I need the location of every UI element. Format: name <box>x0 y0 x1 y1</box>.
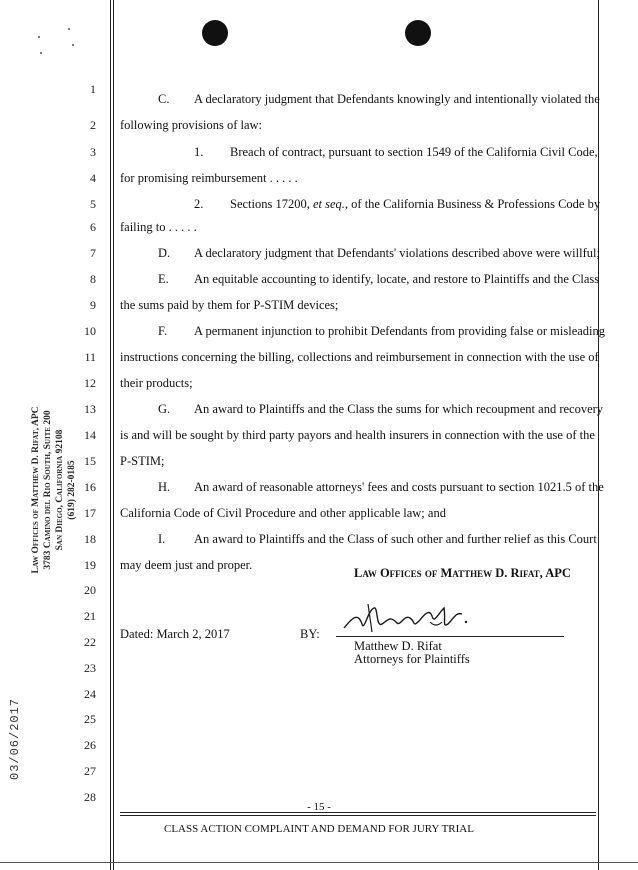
dated-label: Dated: March 2, 2017 <box>120 627 230 641</box>
line-number: 7 <box>90 246 96 260</box>
item-g-continuation-1: is and will be sought by third party payors and health insurers in connection with the use of the <box>120 428 595 442</box>
line-number: 13 <box>84 402 96 416</box>
item-f-continuation-1: instructions concerning the billing, collections and reimbursement in connection with the use of <box>120 350 599 364</box>
line-number: 25 <box>84 712 96 726</box>
item-g-continuation-2: P-STIM; <box>120 454 165 468</box>
item-i-text: An award to Plaintiffs and the Class of such other and further relief as this Court <box>194 532 597 546</box>
punch-hole-right <box>405 20 431 46</box>
by-label: BY: <box>300 627 320 641</box>
item-f-continuation-2: their products; <box>120 376 193 390</box>
item-d-text: A declaratory judgment that Defendants' violations described above were willful; <box>194 246 600 260</box>
line-number: 16 <box>84 480 96 494</box>
signer-role: Attorneys for Plaintiffs <box>354 652 470 666</box>
item-2-text-em: et seq. <box>312 197 345 211</box>
item-1-continuation: for promising reimbursement . . . . . <box>120 171 298 185</box>
speck <box>68 28 70 30</box>
item-i-letter: I. <box>158 532 166 546</box>
line-number: 21 <box>84 609 96 623</box>
item-g-text: An award to Plaintiffs and the Class the sums for which recoupment and recovery <box>194 402 604 416</box>
side-date-stamp: 03/06/2017 <box>8 697 22 780</box>
punch-hole-left <box>202 20 228 46</box>
item-h-continuation: California Code of Civil Procedure and other applicable law; and <box>120 506 446 520</box>
item-g-letter: G. <box>158 402 171 416</box>
item-h-letter: H. <box>158 480 171 494</box>
speck <box>40 52 42 54</box>
line-number: 27 <box>84 764 96 778</box>
firm-street-vertical: 3783 Camino del Rio South, Suite 200 <box>43 410 53 570</box>
line-number: 14 <box>84 428 96 442</box>
footer-rule-bottom <box>120 815 596 816</box>
signature-line <box>336 636 564 637</box>
line-number: 1 <box>90 82 96 96</box>
item-2-text-b: , of the California Business & Professions Code by <box>344 197 601 211</box>
firm-phone-vertical: (619) 282-0185 <box>67 460 77 520</box>
line-number: 28 <box>84 790 96 804</box>
item-c-letter: C. <box>158 92 170 106</box>
page-number: - 15 - <box>307 801 331 813</box>
item-2-number: 2. <box>194 197 204 211</box>
line-number: 6 <box>90 220 96 234</box>
line-number: 4 <box>90 171 96 185</box>
item-2-continuation: failing to . . . . . <box>120 220 197 234</box>
item-e-continuation: the sums paid by them for P-STIM devices; <box>120 298 339 312</box>
firm-name-vertical: Law Offices of Matthew D. Rifat, APC <box>31 406 41 574</box>
item-i-continuation: may deem just and proper. <box>120 558 253 572</box>
line-number: 11 <box>84 350 96 364</box>
item-f-letter: F. <box>158 324 168 338</box>
item-e-letter: E. <box>158 272 169 286</box>
footer-title: CLASS ACTION COMPLAINT AND DEMAND FOR JURY TRIAL <box>164 823 474 835</box>
line-number: 17 <box>84 506 96 520</box>
line-number: 12 <box>84 376 96 390</box>
firm-address-vertical <box>30 280 78 700</box>
left-margin-line-double <box>113 0 114 870</box>
line-number: 2 <box>90 118 96 132</box>
line-number: 10 <box>84 324 96 338</box>
line-number: 5 <box>90 197 96 211</box>
item-h-text: An award of reasonable attorneys' fees and costs pursuant to section 1021.5 of the <box>194 480 604 494</box>
line-number: 9 <box>90 298 96 312</box>
item-c-continuation: following provisions of law: <box>120 118 263 132</box>
bottom-page-rule <box>0 862 638 863</box>
line-number: 22 <box>84 635 96 649</box>
line-number: 20 <box>84 583 96 597</box>
item-f-text: A permanent injunction to prohibit Defendants from providing false or misleading <box>194 324 606 338</box>
item-d-letter: D. <box>158 246 171 260</box>
line-number: 23 <box>84 661 96 675</box>
speck <box>38 36 40 38</box>
line-number: 18 <box>84 532 96 546</box>
speck <box>72 44 74 46</box>
signature-firm-name: Law Offices of Matthew D. Rifat, APC <box>354 566 571 580</box>
right-margin-line <box>598 0 599 870</box>
item-e-text: An equitable accounting to identify, locate, and restore to Plaintiffs and the Class <box>194 272 600 286</box>
line-number: 3 <box>90 145 96 159</box>
line-number: 8 <box>90 272 96 286</box>
item-2-text-a: Sections 17200, <box>230 197 313 211</box>
item-1-number: 1. <box>194 145 204 159</box>
firm-city-vertical: San Diego, California 92108 <box>55 429 65 551</box>
item-c-text: A declaratory judgment that Defendants knowingly and intentionally violated the <box>194 92 600 106</box>
signer-name: Matthew D. Rifat <box>354 639 442 653</box>
line-number: 24 <box>84 687 96 701</box>
left-margin-line <box>110 0 111 870</box>
item-1-text: Breach of contract, pursuant to section 1549 of the California Civil Code, <box>230 145 598 159</box>
line-number: 26 <box>84 738 96 752</box>
line-number: 19 <box>84 558 96 572</box>
item-2-text <box>230 197 600 211</box>
line-number: 15 <box>84 454 96 468</box>
